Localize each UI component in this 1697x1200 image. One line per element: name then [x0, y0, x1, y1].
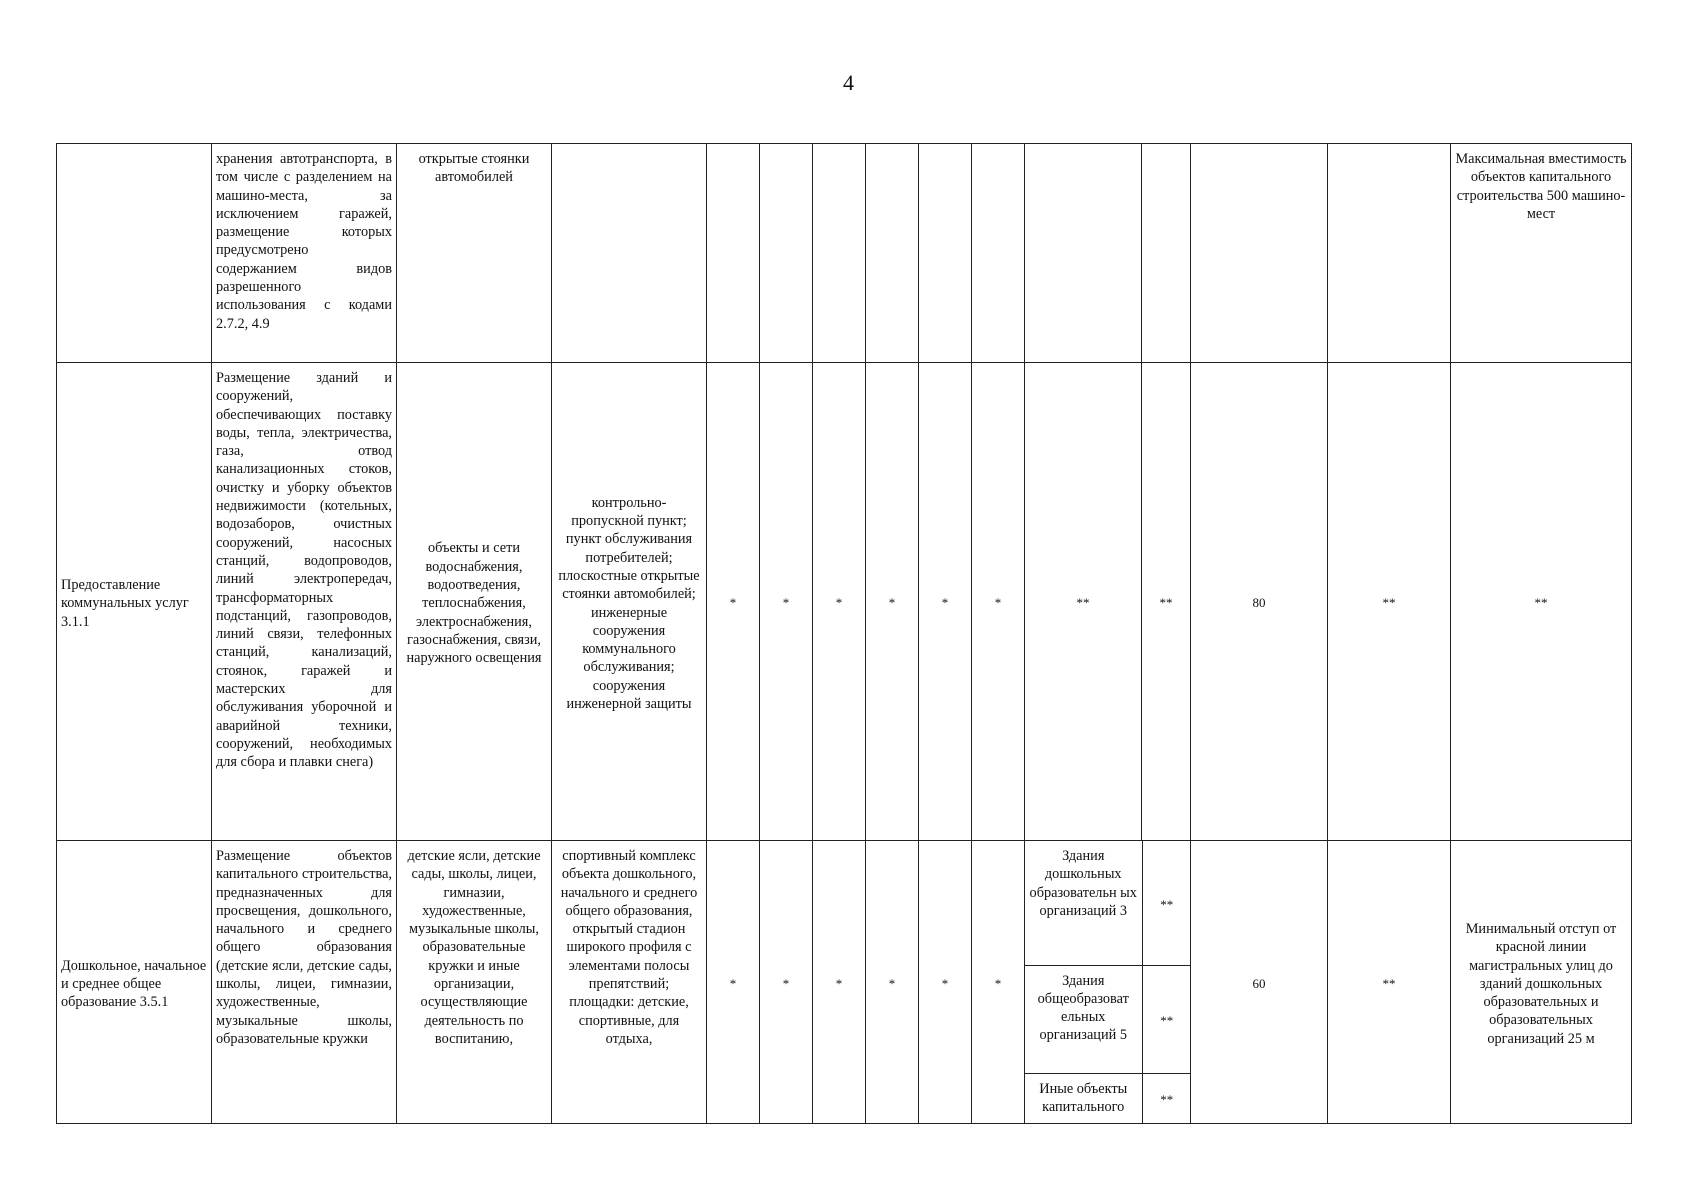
param-cell: * — [972, 841, 1025, 1124]
param-cell — [760, 144, 813, 363]
building-type-label: Здания общеобразоват ельных организаций 5 — [1025, 965, 1142, 1073]
use-description-cell: Размещение объектов капитального строительства, предназначенных для просвещения, дошкольного, начального и среднего общего образования (детские ясли, детские сады, школы, лицеи, гимназии, художественные, музыкальные школы, образовательные кружки — [212, 841, 397, 1124]
building-type-value: ** — [1142, 841, 1191, 965]
param-cell: * — [707, 841, 760, 1124]
use-name-cell: Дошкольное, начальное и среднее общее образование 3.5.1 — [57, 841, 212, 1124]
param-cell: * — [813, 841, 866, 1124]
use-description-cell: Размещение зданий и сооружений, обеспечивающих поставку воды, тепла, электричества, газа, отвод канализационных стоков, очистку и уборку объектов недвижимости (котельных, водозаборов, очистных сооружений, насосных станций, водопроводов, линий электропередач, трансформаторных подстанций, газопроводов, линий связи, телефонных станций, канализаций, стоянок, гаражей и мастерских для обслуживания уборочной и аварийной техники, сооружений, необходимых для сбора и плавки снега) — [212, 363, 397, 841]
main-objects-cell: детские ясли, детские сады, школы, лицеи, гимназии, художественные, музыкальные школы, образовательные кружки и иные организации, осуществляющие деятельность по воспитанию, — [397, 841, 552, 1124]
use-name-cell: Предоставление коммунальных услуг 3.1.1 — [57, 363, 212, 841]
use-description-cell: хранения автотранспорта, в том числе с разделением на машино-места, за исключением гаражей, размещение которых предусмотрено содержанием видов разрешенного использования с кодами 2.7.2, 4.9 — [212, 144, 397, 363]
use-name-cell — [57, 144, 212, 363]
param-cell — [919, 144, 972, 363]
param-cell: * — [760, 841, 813, 1124]
param-cell: * — [919, 363, 972, 841]
building-type-row — [1025, 965, 1191, 1073]
param-cell: * — [866, 841, 919, 1124]
building-type-row — [1025, 841, 1191, 965]
building-type-value: ** — [1142, 965, 1191, 1073]
page-number: 4 — [843, 70, 854, 95]
restrictions-note-cell: Минимальный отступ от красной линии магистральных улиц до зданий дошкольных образовательных и образовательных организаций 25 м — [1451, 841, 1632, 1124]
param-cell — [972, 144, 1025, 363]
coverage-cell: 80 — [1191, 363, 1328, 841]
aux-objects-cell: контрольно-пропускной пункт; пункт обслуживания потребителей; плоскостные открытые стоянки автомобилей; инженерные сооружения коммунального обслуживания; сооружения инженерной защиты — [552, 363, 707, 841]
param-cell — [707, 144, 760, 363]
param-cell: * — [813, 363, 866, 841]
table-row — [57, 144, 1632, 363]
param-cell: * — [972, 363, 1025, 841]
building-type-label: Иные объекты капитального — [1025, 1073, 1142, 1123]
building-types-cell — [1025, 841, 1191, 1124]
coverage-cell: 60 — [1191, 841, 1328, 1124]
main-objects-cell: открытые стоянки автомобилей — [397, 144, 552, 363]
param-cell: * — [760, 363, 813, 841]
setback-cell — [1025, 144, 1142, 363]
param-cell: * — [919, 841, 972, 1124]
table-row — [57, 841, 1632, 1124]
restrictions-note-cell: Максимальная вместимость объектов капитального строительства 500 машино-мест — [1451, 144, 1632, 363]
building-type-label: Здания дошкольных образовательн ых организаций 3 — [1025, 841, 1142, 965]
building-type-row — [1025, 1073, 1191, 1123]
table-row — [57, 363, 1632, 841]
param-cell — [813, 144, 866, 363]
aux-objects-cell: спортивный комплекс объекта дошкольного, начального и среднего общего образования, открытый стадион широкого профиля с элементами полосы препятствий; площадки: детские, спортивные, для отдыха, — [552, 841, 707, 1124]
zoning-regulations-table — [56, 143, 1632, 1124]
param-cell: * — [707, 363, 760, 841]
param-cell — [866, 144, 919, 363]
setback-cell: ** — [1025, 363, 1142, 841]
parameter-cell: ** — [1328, 363, 1451, 841]
setback-value-cell: ** — [1142, 363, 1191, 841]
aux-objects-cell — [552, 144, 707, 363]
restrictions-note-cell: ** — [1451, 363, 1632, 841]
parameter-cell — [1328, 144, 1451, 363]
setback-value-cell — [1142, 144, 1191, 363]
main-objects-cell: объекты и сети водоснабжения, водоотведения, теплоснабжения, электроснабжения, газоснабжения, связи, наружного освещения — [397, 363, 552, 841]
building-types-subtable — [1025, 841, 1191, 1123]
param-cell: * — [866, 363, 919, 841]
coverage-cell — [1191, 144, 1328, 363]
parameter-cell: ** — [1328, 841, 1451, 1124]
building-type-value: ** — [1160, 1092, 1174, 1108]
